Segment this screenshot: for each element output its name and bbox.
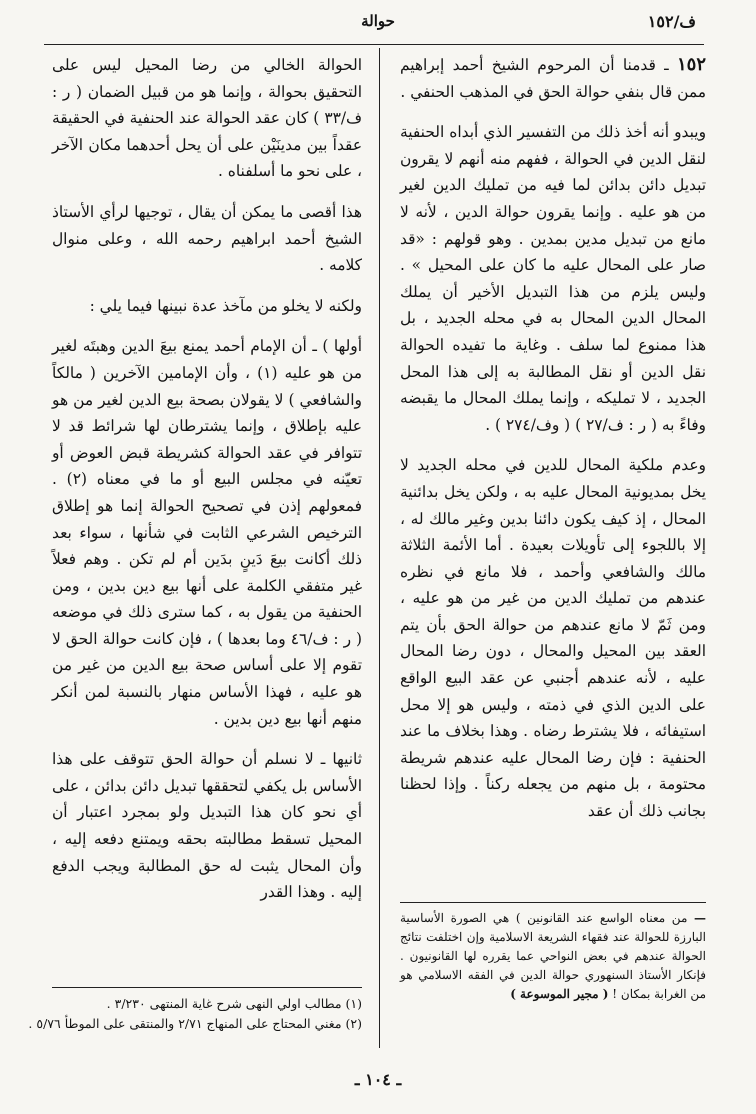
paragraph-152	[400, 52, 706, 105]
running-title: حوالة	[361, 12, 395, 30]
footnotes	[28, 987, 362, 1034]
paragraph-text: الحوالة الخالي من رضا المحيل ليس على التحقيق بحوالة ، وإنما هو من قبيل الضمان ( ر : ف/٣٣ ) كان عقد الحوالة عند الحنفية في الحقيقة عقداً بين مدينَيْن على أن يحل أحدهما مكان الآخر ، على نحو ما أسلفناه .	[52, 56, 362, 181]
footnote-marker: —	[694, 911, 706, 925]
footnote-source: ( مجير الموسوعة )	[510, 987, 609, 1001]
footnote-text: من معناه الواسع عند القانونين ) هي الصورة الأساسية البارزة للحوالة عند فقهاء الشريعة الاسلامية وإن اختلفت نتائج الحوالة عندهم في بعض النواحي عما يقرره لها القانونيون . فإنكار الأستاذ السنهوري حوالة الدين في الفقه الاسلامي هو من الغرابة بمكان !	[400, 911, 706, 1001]
paragraph-text: وعدم ملكية المحال للدين في محله الجديد لا يخل بمديونية المحال عليه به ، ولكن يخل بدائنية المحال ، إذ كيف يكون دائنا بدين وغير مالك له ، إلا باللجوء إلى تأويلات بعيدة . أما الأئمة الثلاثة مالك والشافعي وأحمد ، فلا مانع في نظره عندهم من تمليك الدين من غير من هو عليه ، ومن ثَمّ لا مانع عندهم من حوالة الحق بأن يتم العقد بين المحيل والمحال ، دون رضا المحال عليه ، لأنه عندهم أجنبي عن عقد البيع الواقع على الدين الذي في ذمته ، وليس هو إلا محل استيفائه ، فلا يشترط رضاه . وهذا بخلاف ما عند الحنفية : فإن رضا المحال عليه عندهم شريطة محتومة ، بل منهم من يجعله ركناً . وإذا لحظنا بجانب ذلك أن عقد	[400, 456, 706, 821]
footnote-1: (١) مطالب اولي النهى شرح غاية المنتهى ٣/٢٣٠ .	[106, 996, 362, 1011]
paragraph-text: هذا أقصى ما يمكن أن يقال ، توجيها لرأي الأستاذ الشيخ أحمد ابراهيم رحمه الله ، وعلى منوال كلامه .	[52, 202, 362, 275]
paragraph-number: ١٥٢	[676, 54, 706, 75]
header-rule	[44, 44, 704, 45]
column-divider	[379, 48, 380, 1048]
paragraph-text: ـ قدمنا أن المرحوم الشيخ أحمد إبراهيم ممن قال بنفي حوالة الحق في المذهب الحنفي .	[400, 56, 706, 101]
paragraph-text: ويبدو أنه أخذ ذلك من التفسير الذي أبداه الحنفية لنقل الدين في الحوالة ، ففهم منه أنهم لا يقرون تبديل دائن بدائن لما فيه من تمليك الدين لغير من هو عليه . وإنما يقرون حوالة الدين ، لأنه لا مانع من تبديل مدين بمدين . وهو قولهم : «قد صار على المحال عليه ما كان على المحيل » . وليس يلزم من هذا التبديل الأخير أن يملك المحال الدين المحال به في محله الجديد ، بل هذا ممنوع لما سلف . وغاية ما تفيده الحوالة نقل الدين أو نقل المطالبة به إلى هذا المحل الجديد ، لا تمليكه ، وإنما يملك المحال ما يقبضه وفاءً به ( ر : ف/٢٧ ) ( وف/٢٧٤ ) .	[400, 123, 706, 434]
page-number: ـ ١٠٤ ـ	[354, 1070, 402, 1089]
paragraph-reference: ف/١٥٢	[647, 12, 696, 31]
paragraph-text: أولها ) ـ أن الإمام أحمد يمنع بيعَ الدين وهبتَه لغير من هو عليه (١) ، وأن الإمامين الآخرين ( مالكاً والشافعي ) لا يقولان بصحة بيع الدين لغير من هو عليه بإطلاق ، وإنما يشترطان لها شرائط قد لا تتوافر في عقد الحوالة كشريطة قبض العوض أو تعيّنه في مجلس البيع أو ما في معناه (٢) . فمعولهم إذن في تصحيح الحوالة إنما هو إطلاق الترخيص الشرعي الثابت في شأنها ، سواء بعد ذلك أكانت بيعَ دَينٍ بدَين أم لم تكن . وهم فعلاً غير متفقي الكلمة على أنها بيع دين بدين ، ومن الحنفية من يقول به ، كما سترى ذلك في موضعه ( ر : ف/٤٦ وما بعدها ) ، فإن كانت حوالة الحق لا تقوم إلا على أساس صحة بيع الدين من غير من هو عليه ، فهذا الأساس منهار بالنسبة لمن أنكر منهم أنها بيع دين بدين .	[52, 337, 363, 728]
right-column	[400, 52, 706, 825]
footnote-continuation	[400, 902, 706, 1004]
left-column	[52, 52, 362, 906]
paragraph-text: ولكنه لا يخلو من مآخذ عدة نبينها فيما يلي :	[89, 296, 362, 315]
footnote-2: (٢) مغني المحتاج على المنهاج ٢/٧١ والمنتقى على الموطأ ٥/٧٦ .	[28, 1016, 362, 1031]
paragraph-text: ثانيها ـ لا نسلم أن حوالة الحق تتوقف على هذا الأساس بل يكفي لتحققها تبديل دائن بدائن ، على أي نحو كان هذا التبديل ولو بمجرد اعتبار أن المحيل تسقط مطالبته بحقه ويمتنع دفعه إليه ، وأن المحال يثبت له حق المطالبة ويجب الدفع إليه . وهذا القدر	[52, 750, 362, 902]
